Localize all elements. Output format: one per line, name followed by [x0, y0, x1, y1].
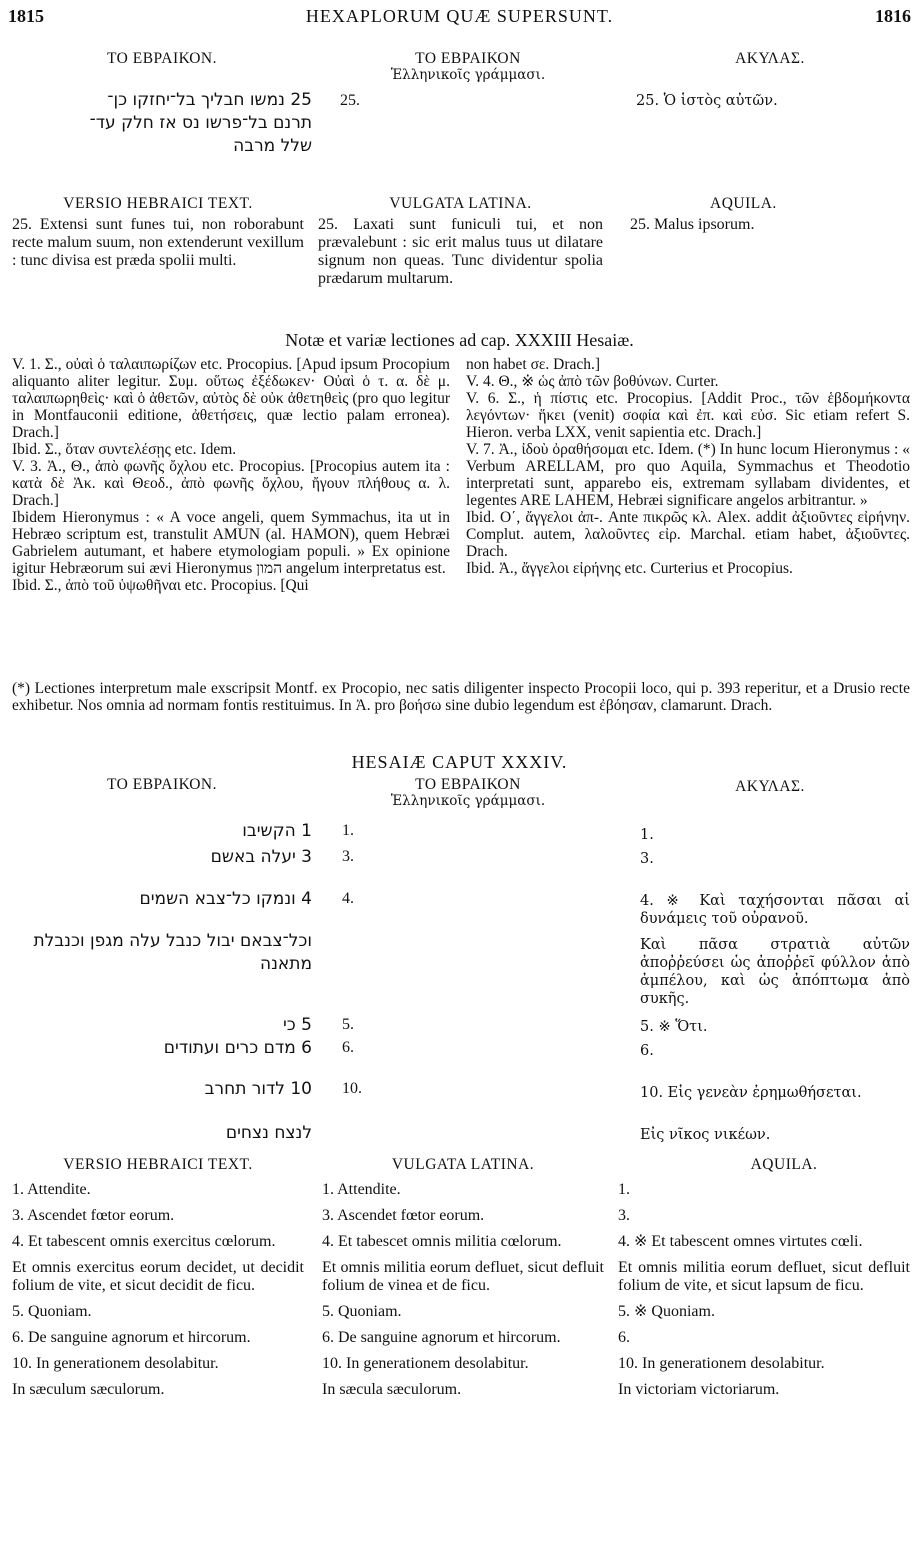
hg-verse-5: 5.: [342, 1016, 354, 1033]
page-number-right: 1816: [875, 6, 911, 26]
aq-verse-10b: Εἰς νῖκος νικέων.: [640, 1127, 771, 1143]
ch-hebrew-greek-heading-col: [318, 776, 618, 810]
verse-text: 5. ※ Quoniam.: [618, 1303, 715, 1320]
verse-text: 5. Quoniam.: [322, 1303, 402, 1320]
verse-text: 5. Quoniam.: [12, 1303, 92, 1320]
hg-verse-10: 10.: [342, 1080, 362, 1097]
ch-versio-column: [12, 1156, 304, 1399]
verse-text: In sæculum sæculorum.: [12, 1381, 165, 1398]
hebrew-verse-6: 6 מדם כרים ועתודים: [163, 1038, 312, 1058]
notes-left-column: [12, 356, 450, 594]
verse-text: Et omnis militia eorum defluet, sicut defluit folium de vinea et de ficu.: [322, 1259, 604, 1294]
column-heading: VULGATA LATINA.: [391, 1156, 535, 1173]
aq-verse-1: 1.: [640, 827, 654, 843]
running-header: [8, 6, 911, 28]
verse-text: 3. Ascendet fœtor eorum.: [12, 1207, 175, 1224]
column-heading: ΤΟ ΕΒΡΑΙΚΟΝ: [415, 50, 521, 67]
hebrew-verse-1: 1 הקשיבו: [242, 821, 312, 841]
verse-text: 10. In generationem desolabitur.: [12, 1355, 219, 1372]
top-aquila-column: [630, 50, 910, 110]
note-paragraph: Ibid. Ο΄, ἄγγελοι ἀπ-. Ante πικρῶς κλ. Alex. addit ἀξιοῦντες εἰρήνην. Complut. autem, λαλοῦντες εἰρ. Marchal. etiam habet, ἀξιοῦντες. Drach.: [466, 509, 910, 560]
hg-verse-4: 4.: [342, 890, 354, 907]
top-hebrew-greek-column: [318, 50, 618, 110]
verse-text: 1. Attendite.: [12, 1181, 91, 1198]
footnote: (*) Lectiones interpretum male exscripsit Montf. ex Procopio, nec satis diligenter inspecto Procopii loco, qui p. 393 reperitur, et a Drusio recte exhibetur. Nos omnia ad normam fontis restituimus. In Ἀ. pro βοήσω sine dubio legendum est ἐβόησαν, clamarunt. Drach.: [12, 680, 910, 714]
verse-text: 6. De sanguine agnorum et hircorum.: [12, 1329, 251, 1346]
notes-right-column: [466, 356, 910, 577]
hg-verse-1: 1.: [342, 822, 354, 839]
aq-verse-10: 10. Εἰς γενεὰν ἐρημωθήσεται.: [640, 1085, 862, 1101]
verse-text: 4. Et tabescet omnis militia cœlorum.: [322, 1233, 562, 1250]
hebrew-verse-10b: לנצח נצחים: [225, 1123, 312, 1143]
note-paragraph: V. 6. Σ., ἡ πίστις etc. Procopius. [Addit Proc., τῶν ἑβδομήκοντα λεγόντων· ἥκει (venit) σοφία καὶ ἐπ. καὶ εὐσ. Sic etiam refert S. Hieron. verba LXX, venit sapientia etc. Drach.]: [466, 390, 910, 441]
column-heading: ΑΚΥΛΑΣ.: [735, 778, 805, 795]
verse-text: 10. In generationem desolabitur.: [618, 1355, 825, 1372]
column-heading: VERSIO HEBRAICI TEXT.: [63, 195, 253, 212]
aq-verse-4b: Καὶ πᾶσα στρατιὰ αὐτῶν ἀποῤῥεύσει ὡς ἀποῤῥεῖ φύλλον ἀπὸ ἀμπέλου, καὶ ὡς ἀπόπτωμα ἀπὸ συκῆς.: [640, 937, 910, 1007]
verse-text: 25. Malus ipsorum.: [630, 216, 755, 233]
verse-text: 10. In generationem desolabitur.: [322, 1355, 529, 1372]
page-number-left: 1815: [8, 6, 44, 26]
note-paragraph: V. 7. Ἀ., ἰδοὺ ὀραθήσομαι etc. Idem. (*) In hunc locum Hieronymus : « Verbum ARELLAM, pro quo Aquila, Symmachus et Theodotio interpretati sunt, apparebo eis, extremam syllabam dividentes, et legentes ARE LAHEM, Hebræi significare angelos arbitrantur. »: [466, 441, 910, 509]
verse-text: Et omnis militia eorum defluet, sicut defluit folium de vite, et sicut lapsum de ficu.: [618, 1259, 910, 1294]
hg-verse-6: 6.: [342, 1039, 354, 1056]
hebrew-line: שלל מרבה: [233, 136, 312, 156]
verse-text: 6.: [618, 1329, 630, 1346]
column-heading: ΤΟ ΕΒΡΑΙΚΟΝ: [415, 776, 521, 793]
verse-text: 25.: [340, 92, 360, 109]
note-paragraph: Ibid. Ἀ., ἄγγελοι εἰρήνης etc. Curterius et Procopius.: [466, 560, 793, 577]
verse-text: 4. ※ Et tabescent omnes virtutes cœli.: [618, 1233, 863, 1250]
column-subheading: Ἑλληνικοῖς γράμμασι.: [390, 793, 546, 809]
verse-text: 4. Et tabescent omnis exercitus cœlorum.: [12, 1233, 276, 1250]
ch-hebrew-heading-col: [12, 776, 312, 793]
column-heading: ΤΟ ΕΒΡΑΙΚΟΝ.: [106, 50, 218, 67]
note-paragraph: Ibidem Hieronymus : « A voce angeli, quem Symmachus, ita ut in Hebræo scriptum est, transtulit AMUN (al. HAMON), quem Hebræi Gabrielem autumant, et habere etymologiam populi. » Ex opinione igitur Hebræorum sui ævi Hieronymus המון angelum interpretatus est.: [12, 509, 450, 577]
verse-text: 3.: [618, 1207, 630, 1224]
hebrew-verse-4: 4 ונמקו כל־צבא השמים: [139, 889, 312, 909]
aq-verse-4: 4. ※ Καὶ ταχήσονται πᾶσαι αἱ δυνάμεις τοῦ οὐρανοῦ.: [640, 893, 910, 927]
aq-verse-3: 3.: [640, 851, 654, 867]
aq-verse-6: 6.: [640, 1043, 654, 1059]
column-heading: AQUILA.: [710, 195, 777, 212]
hebrew-verse-4b: וכל־צבאם יבול כנבל עלה מגפן וכנבלת מתאנה: [33, 931, 312, 974]
running-title: HEXAPLORUM QUÆ SUPERSUNT.: [305, 6, 614, 26]
verse-text: 6. De sanguine agnorum et hircorum.: [322, 1329, 561, 1346]
note-paragraph: non habet σε. Drach.]: [466, 356, 601, 373]
note-paragraph: V. 3. Ἀ., Θ., ἀπὸ φωνῆς ὄχλου etc. Procopius. [Procopius autem ita : κατὰ δὲ Ἀκ. καὶ Θεοδ., ἀπὸ φωνῆς ὄχλου, ἤγουν πλήθους α. λ. Drach.]: [12, 458, 450, 509]
hebrew-verse-5: 5 כי: [282, 1015, 312, 1035]
ch-aquila-heading-col: [630, 778, 910, 795]
column-heading: AQUILA.: [750, 1156, 818, 1173]
verse-text: 25. Extensi sunt funes tui, non roborabunt recte malum suum, non extenderunt vexillum : tunc divisa est præda spolii multi.: [12, 216, 304, 269]
hebrew-line: 25 נמשו חבליך בל־יחזקו כן־: [107, 90, 312, 110]
verse-text: 1.: [618, 1181, 630, 1198]
note-paragraph: Ibid. Σ., ὅταν συντελέσῃς etc. Idem.: [12, 441, 237, 458]
ch-aquila-latin-column: [618, 1156, 910, 1399]
top-aquila-latin-column: [630, 195, 910, 234]
aq-verse-5: 5. ※ Ὅτι.: [640, 1019, 708, 1035]
hebrew-line: תרנם בל־פרשו נס אז חלק עד־: [89, 113, 312, 133]
column-heading: VULGATA LATINA.: [389, 195, 532, 212]
verse-text: 25. Ὁ ἱστὸς αὐτῶν.: [636, 93, 778, 109]
column-heading: ΑΚΥΛΑΣ.: [735, 50, 805, 67]
hebrew-verse-10: 10 לדור תחרב: [204, 1079, 312, 1099]
column-heading: ΤΟ ΕΒΡΑΙΚΟΝ.: [106, 776, 218, 793]
verse-text: In victoriam victoriarum.: [618, 1381, 780, 1398]
top-hebrew-column: [12, 50, 312, 158]
hebrew-verse-3: 3 יעלה באשם: [210, 847, 312, 867]
verse-text: 1. Attendite.: [322, 1181, 401, 1198]
verse-text: 25. Laxati sunt funiculi tui, et non prævalebunt : sic erit malus tuus ut dilatare signum non queas. Tunc dividentur spolia prædarum multarum.: [318, 216, 603, 287]
note-paragraph: Ibid. Σ., ἀπὸ τοῦ ὑψωθῆναι etc. Procopius. [Qui: [12, 577, 309, 594]
column-subheading: Ἑλληνικοῖς γράμμασι.: [390, 67, 546, 83]
notes-title: Notæ et variæ lectiones ad cap. XXXIII Hesaiæ.: [285, 330, 634, 350]
verse-text: In sæcula sæculorum.: [322, 1381, 462, 1398]
verse-text: Et omnis exercitus eorum decidet, ut decidit folium de vite, et sicut decidit de ficu.: [12, 1259, 304, 1294]
column-heading: VERSIO HEBRAICI TEXT.: [63, 1156, 253, 1173]
ch-vulgata-column: [322, 1156, 604, 1399]
verse-text: 3. Ascendet fœtor eorum.: [322, 1207, 485, 1224]
top-vulgata-column: [318, 195, 603, 288]
note-paragraph: V. 1. Σ., οὐαὶ ὁ ταλαιπωρίζων etc. Procopius. [Apud ipsum Procopium aliquanto aliter legitur. Συμ. οὕτως ἐξέδωκεν· Οὐαὶ ὁ τ. α. δὲ μ. ταλαιπωρηθεὶς· καὶ ὁ ἀθετῶν, αὐτὸς δὲ οὐκ ἀθετηθεὶς (pro quo legitur in Montfauconii editione, ἀθετήσεις, quæ lectio palam erronea). Drach.]: [12, 356, 450, 441]
hg-verse-3: 3.: [342, 848, 354, 865]
note-paragraph: V. 4. Θ., ※ ὡς ἀπὸ τῶν βοθύνων. Curter.: [466, 373, 719, 390]
chapter-title: HESAIÆ CAPUT XXXIV.: [351, 752, 568, 772]
top-versio-column: [12, 195, 304, 270]
